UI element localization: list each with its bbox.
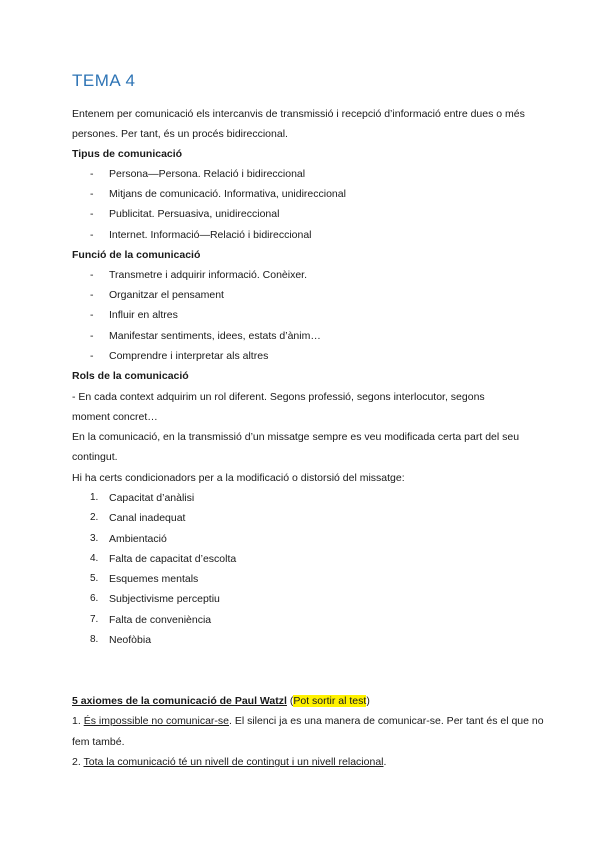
axiom-2-number: 2. [72,756,84,768]
list-item: Influir en altres [109,309,178,321]
list-bullet: - [90,309,94,321]
list-item: Ambientació [109,533,167,545]
list-bullet: - [90,330,94,342]
axiom-1-line [72,714,544,728]
axiom-1-number: 1. [72,715,84,727]
page-title: TEMA 4 [72,71,136,90]
rols-heading: Rols de la comunicació [72,370,189,382]
axiom-2-text: . [383,756,387,768]
list-item: Subjectivisme perceptiu [109,593,220,605]
paren-close: ) [366,695,370,707]
paren-open: ( [286,695,294,707]
list-bullet: - [90,168,94,180]
rols-line-3: En la comunicació, en la transmissió d’un missatge sempre es veu modificada certa part del seu [72,431,520,443]
list-item: Falta de conveniència [109,614,212,626]
list-item: Esquemes mentals [109,573,199,585]
list-item: Internet. Informació—Relació i bidireccional [109,229,312,241]
list-item: Neofòbia [109,634,152,646]
axiom-1-line-2: fem també. [72,736,125,748]
rols-line-5: Hi ha certs condicionadors per a la modificació o distorsió del missatge: [72,472,405,484]
axiom-2-title: Tota la comunicació té un nivell de contingut i un nivell relacional [83,756,384,768]
list-number: 6. [90,593,99,604]
list-bullet: - [90,188,94,200]
axiom-1-text: . El silenci ja es una manera de comunicar-se. Per tant és el que no [229,715,544,727]
axiom-1-title: És impossible no comunicar-se [83,715,229,727]
list-item: Capacitat d’anàlisi [109,492,195,504]
list-number: 4. [90,553,99,564]
list-number: 2. [90,512,99,523]
list-item: Persona—Persona. Relació i bidireccional [109,168,306,180]
list-number: 3. [90,533,99,544]
funcio-heading: Funció de la comunicació [72,249,201,261]
list-item: Publicitat. Persuasiva, unidireccional [109,208,280,220]
axiom-2-line [72,755,386,769]
rols-line-2: moment concret… [72,411,158,423]
list-number: 8. [90,634,99,645]
list-number: 5. [90,573,99,584]
list-bullet: - [90,350,94,362]
rols-line-4: contingut. [72,451,118,463]
list-bullet: - [90,269,94,281]
list-item: Falta de capacitat d’escolta [109,553,237,565]
list-item: Transmetre i adquirir informació. Conèixer. [109,269,308,281]
axiomes-heading-line [72,694,370,708]
list-number: 1. [90,492,99,503]
test-highlight: Pot sortir al test [293,695,367,707]
intro-line-2: persones. Per tant, és un procés bidireccional. [72,128,288,140]
list-bullet: - [90,289,94,301]
list-item: Comprendre i interpretar als altres [109,350,269,362]
list-item: Organitzar el pensament [109,289,224,301]
list-bullet: - [90,208,94,220]
intro-line-1: Entenem per comunicació els intercanvis de transmissió i recepció d’informació entre dues o més [72,108,525,120]
list-item: Mitjans de comunicació. Informativa, unidireccional [109,188,346,200]
tipus-heading: Tipus de comunicació [72,148,183,160]
list-item: Canal inadequat [109,512,186,524]
list-number: 7. [90,614,99,625]
list-item: Manifestar sentiments, idees, estats d’ànim… [109,330,321,342]
axiomes-heading: 5 axiomes de la comunicació de Paul Watzl [72,695,287,707]
list-bullet: - [90,229,94,241]
rols-line-1: - En cada context adquirim un rol diferent. Segons professió, segons interlocutor, segons [72,391,485,403]
